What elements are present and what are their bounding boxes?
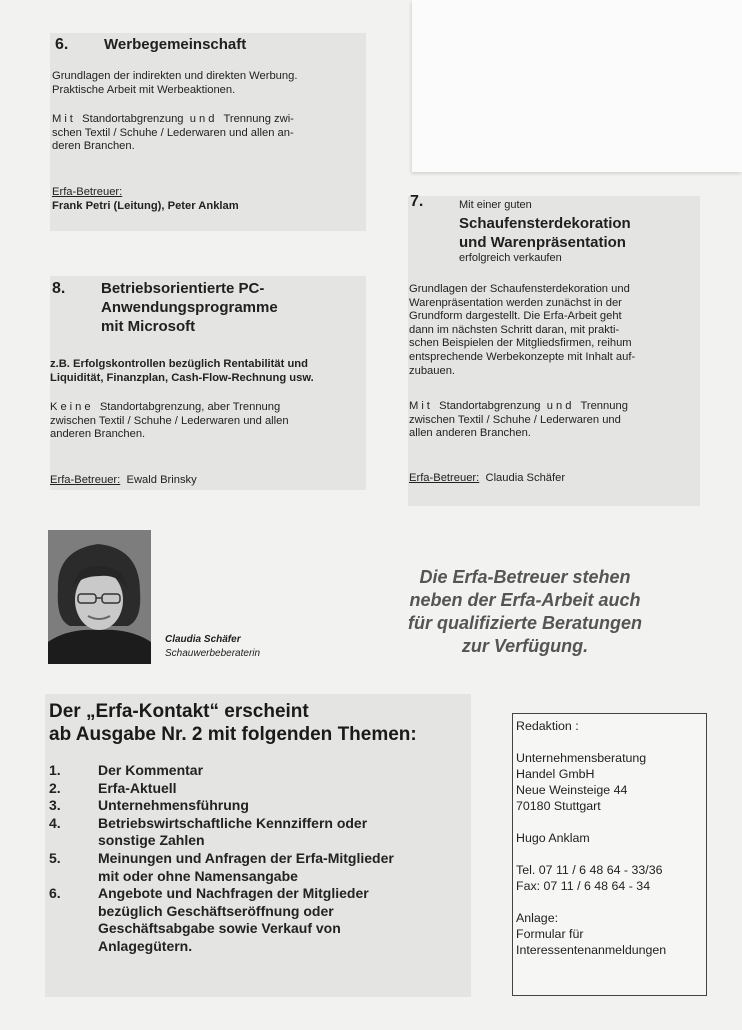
section-6-betreuer: Erfa-Betreuer: Frank Petri (Leitung), Peter Anklam [52, 186, 239, 212]
photo-caption-role: Schauwerbeberaterin [165, 648, 261, 659]
section-7-title-post: erfolgreich verkaufen [459, 252, 562, 264]
section-7-number: 7. [410, 193, 424, 210]
overlapping-paper-sheet [412, 0, 742, 172]
company-line: Unternehmensberatung [516, 751, 647, 765]
section-6-title: Werbegemeinschaft [104, 36, 247, 53]
section-6-restriction: Mit Standortabgrenzung und Trennung zwi- schen Textil / Schuhe / Lederwaren und allen an- deren Branchen. [52, 113, 294, 153]
address-street: Neue Weinsteige 44 [516, 783, 628, 797]
themes-list [49, 762, 459, 956]
company-line: Handel GmbH [516, 767, 595, 781]
redaktion-label: Redaktion : [516, 719, 579, 733]
photo-caption-name: Claudia Schäfer [165, 634, 241, 645]
anlage-label: Anlage: [516, 911, 559, 925]
list-item: 4. Betriebswirtschaftliche Kennziffern oder sonstige Zahlen [49, 814, 368, 849]
section-7-restriction: Mit Standortabgrenzung und Trennung zwischen Textil / Schuhe / Lederwaren und allen anderen Branchen. [409, 400, 628, 440]
section-7-title-pre: Mit einer guten [459, 199, 532, 211]
section-7-title: Schaufensterdekoration und Warenpräsentation [459, 215, 631, 251]
redaktion-box [512, 713, 707, 996]
section-6-description: Grundlagen der indirekten und direkten Werbung. Praktische Arbeit mit Werbeaktionen. [52, 70, 298, 96]
section-8-number: 8. [52, 280, 66, 297]
portrait-photo [48, 530, 151, 664]
contact-person: Hugo Anklam [516, 831, 590, 845]
list-item: 2. Erfa-Aktuell [49, 779, 177, 796]
phone-number: Tel. 07 11 / 6 48 64 - 33/36 [516, 863, 663, 877]
themes-title: Der „Erfa-Kontakt“ erscheint ab Ausgabe Nr. 2 mit folgenden Themen: [49, 701, 417, 745]
portrait-illustration [48, 530, 151, 664]
section-7-betreuer: Erfa-Betreuer: Claudia Schäfer [409, 472, 566, 484]
fax-number: Fax: 07 11 / 6 48 64 - 34 [516, 879, 651, 893]
section-8-description: z.B. Erfolgskontrollen bezüglich Rentabilität und Liquidität, Finanzplan, Cash-Flow-Rechnung usw. [50, 358, 314, 384]
betreuer-quote: Die Erfa-Betreuer stehen neben der Erfa-Arbeit auch für qualifizierte Beratungen zur Verfügung. [407, 567, 643, 656]
list-item: 1. Der Kommentar [49, 762, 204, 778]
address-city: 70180 Stuttgart [516, 799, 601, 813]
section-8-betreuer: Erfa-Betreuer: Ewald Brinsky [50, 474, 197, 486]
section-6-number: 6. [55, 36, 69, 53]
anlage-line: Interessentenanmeldungen [516, 943, 667, 957]
list-item: 3. Unternehmensführung [49, 797, 249, 814]
list-item: 6. Angebote und Nachfragen der Mitglieder bezüglich Geschäftseröffnung oder Geschäftsabgabe sowie Verkauf von Anlagegütern. [49, 885, 369, 954]
section-7-description: Grundlagen der Schaufensterdekoration und Warenpräsentation werden zunächst in der Grundform dargestellt. Die Erfa-Arbeit geht dann im nächsten Schritt daran, mit prakti- schen Beispielen der Mitgliedsfirmen, reihum entsprechende Werbekonzepte mit Inhalt auf- zubauen. [409, 283, 636, 377]
anlage-line: Formular für [516, 927, 584, 941]
section-8-title: Betriebsorientierte PC- Anwendungsprogramme mit Microsoft [101, 280, 278, 335]
list-item: 5. Meinungen und Anfragen der Erfa-Mitglieder mit oder ohne Namensangabe [49, 849, 394, 884]
section-8-restriction: Keine Standortabgrenzung, aber Trennung zwischen Textil / Schuhe / Lederwaren und allen anderen Branchen. [50, 401, 289, 441]
